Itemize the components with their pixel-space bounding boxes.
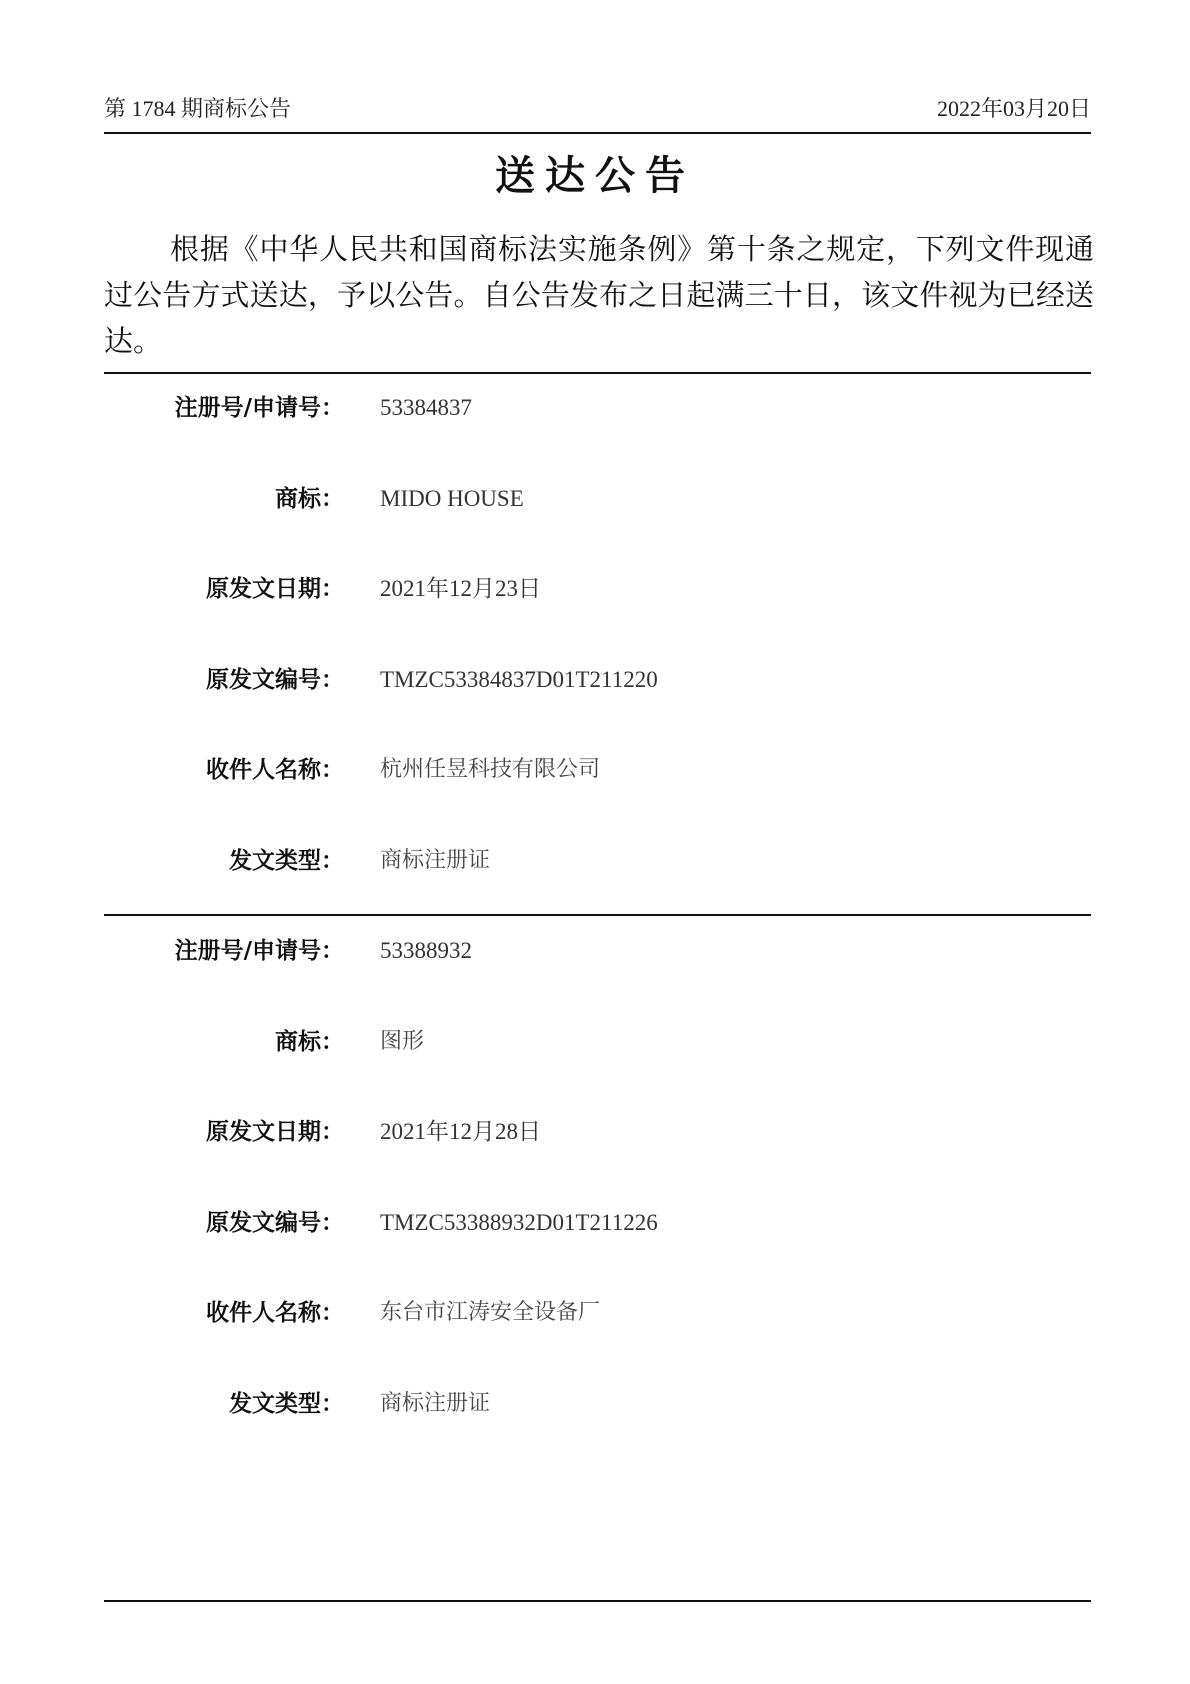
field-value: TMZC53388932D01T211226 xyxy=(380,1210,658,1235)
issue-number: 第 1784 期商标公告 xyxy=(104,96,292,121)
section-divider xyxy=(104,372,1091,374)
field-value: 53384837 xyxy=(380,395,472,420)
field-value: 商标注册证 xyxy=(380,848,491,873)
field-label: 原发文日期： xyxy=(206,1119,344,1145)
field-label: 商标： xyxy=(275,486,344,512)
field-registration-number xyxy=(0,390,1190,430)
field-original-doc-number xyxy=(0,1205,1190,1245)
field-original-date xyxy=(0,571,1190,611)
field-value: 53388932 xyxy=(380,938,472,963)
field-label: 商标： xyxy=(275,1029,344,1055)
field-value: 2021年12月23日 xyxy=(380,576,541,601)
field-label: 发文类型： xyxy=(229,848,344,874)
field-value: 图形 xyxy=(380,1029,425,1054)
page-title: 送达公告 xyxy=(495,153,695,199)
field-value: 商标注册证 xyxy=(380,1391,491,1416)
field-trademark xyxy=(0,1024,1190,1064)
field-value: 2021年12月28日 xyxy=(380,1119,541,1144)
field-recipient xyxy=(0,752,1190,792)
field-label: 收件人名称： xyxy=(206,1300,344,1326)
field-value: TMZC53384837D01T211220 xyxy=(380,667,658,692)
field-original-date xyxy=(0,1114,1190,1154)
field-document-type xyxy=(0,1386,1190,1426)
intro-paragraph: 根据《中华人民共和国商标法实施条例》第十条之规定，下列文件现通过公告方式送达，予以公告。自公告发布之日起满三十日，该文件视为已经送达。 xyxy=(104,232,1094,358)
section-divider xyxy=(104,914,1091,916)
page-header xyxy=(104,94,1091,130)
field-value: 杭州任昱科技有限公司 xyxy=(380,757,601,782)
field-label: 原发文日期： xyxy=(206,576,344,602)
field-value: MIDO HOUSE xyxy=(380,486,524,511)
publication-date: 2022年03月20日 xyxy=(936,96,1091,121)
field-label: 原发文编号： xyxy=(206,1210,344,1236)
field-document-type xyxy=(0,843,1190,883)
footer-divider xyxy=(104,1600,1091,1602)
field-label: 发文类型： xyxy=(229,1391,344,1417)
field-registration-number xyxy=(0,933,1190,973)
field-trademark xyxy=(0,481,1190,521)
header-divider xyxy=(104,132,1091,134)
field-label: 原发文编号： xyxy=(206,667,344,693)
field-value: 东台市江涛安全设备厂 xyxy=(380,1300,601,1325)
field-original-doc-number xyxy=(0,662,1190,702)
field-label: 注册号/申请号： xyxy=(174,395,344,421)
field-label: 收件人名称： xyxy=(206,757,344,783)
field-recipient xyxy=(0,1295,1190,1335)
field-label: 注册号/申请号： xyxy=(174,938,344,964)
